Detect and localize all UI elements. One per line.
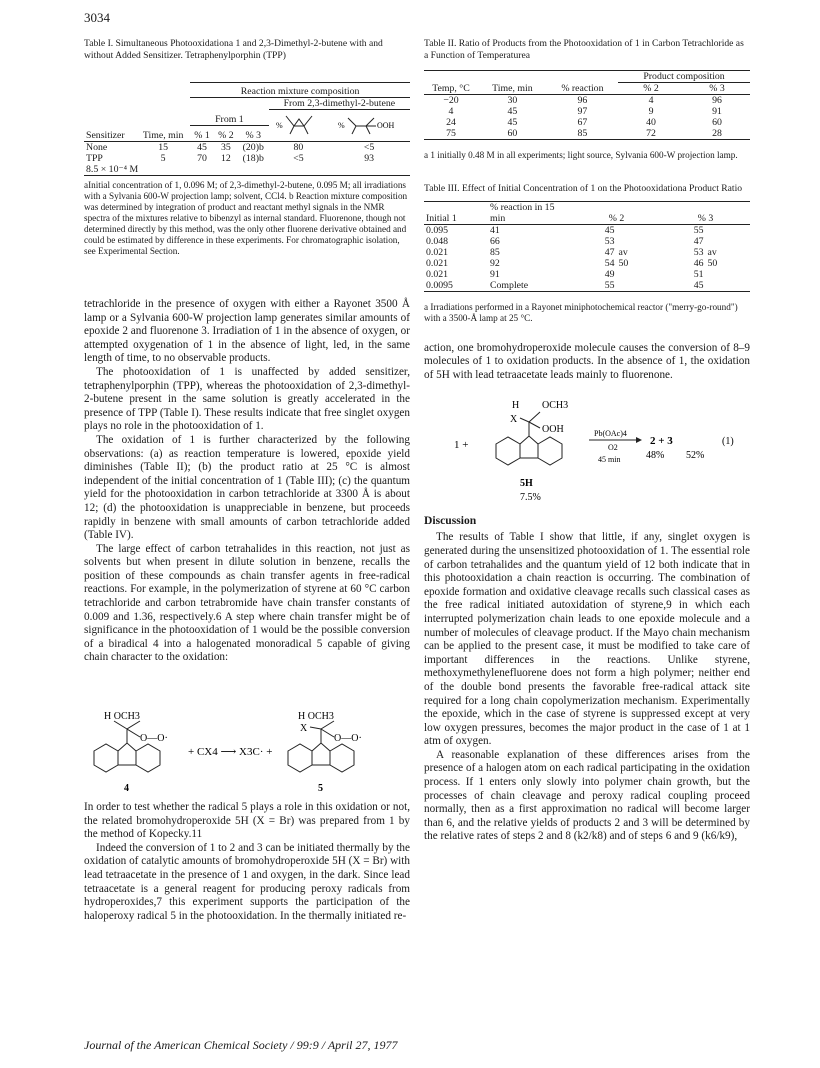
table2-cell: 60 xyxy=(712,117,722,128)
table3-cell: 92 xyxy=(490,257,500,269)
scheme1-left-top: H OCH3 xyxy=(104,711,140,723)
fluorene-structure-5 xyxy=(288,721,354,772)
table3-cell: 41 xyxy=(490,224,500,236)
table3-cell: 55 xyxy=(693,224,704,236)
table3-caption: Table III. Effect of Initial Concentration of 1 on the Photooxidationa Product Ratio xyxy=(424,183,743,194)
scheme2-sub-och3: OCH3 xyxy=(542,400,569,412)
table2-cell: 85 xyxy=(577,128,588,139)
table3-cell: 0.0095 xyxy=(426,279,453,291)
table3-cell: 54 xyxy=(604,257,615,269)
table1-cell: 35 xyxy=(221,142,231,153)
paragraph: A reasonable explanation of these differences arises from the presence of a halogen atom on each radical participating in the oxidation process. If 1 enters only slowly into polymer chain growth, but the processes of chain cleavage and peroxy radical coupling proceed normally, then as a first approximation no radical will become larger than 6, and the relative yields of products 2 and 3 will be determined by the relative rates of steps 2 and 8 (k2/k8) and of steps 6 and 9 (k6/k9), xyxy=(424,748,750,843)
table2-cell: 4 xyxy=(448,106,454,117)
scheme-radical-conversion xyxy=(84,671,410,795)
page-number: 3034 xyxy=(84,10,110,25)
scheme2-yield3: 52% xyxy=(686,450,705,462)
table1-cell: 45 xyxy=(197,142,207,153)
table1-col-pct1: % 1 xyxy=(194,130,210,141)
scheme2-products: 2 + 3 xyxy=(650,435,673,448)
table2-cell: 4 xyxy=(648,95,654,106)
table3-cell: 47 xyxy=(693,235,704,247)
table2-col-temp: Temp, °C xyxy=(432,83,470,94)
fluorene-structure-4 xyxy=(94,721,160,772)
scheme2-reagent-mid: O2 xyxy=(608,443,618,453)
table1-cell: 12 xyxy=(221,153,231,164)
table2-cell: 24 xyxy=(446,117,456,128)
table3-cell xyxy=(617,224,662,236)
table3-cell: 47 xyxy=(604,246,615,258)
table3-col-p3: % 3 xyxy=(697,212,714,224)
table1-col-pct2: % 2 xyxy=(218,130,234,141)
table1-cell: None xyxy=(86,142,108,153)
scheme1-right-top: H OCH3 xyxy=(298,711,334,723)
table2-cell: 60 xyxy=(507,128,518,139)
table3-cell: 85 xyxy=(490,246,500,258)
table3-cell: 51 xyxy=(693,268,704,280)
table2-cell: −20 xyxy=(443,95,459,106)
table2-cell: 72 xyxy=(646,128,656,139)
right-column xyxy=(424,38,750,844)
table1-footnote: aInitial concentration of 1, 0.096 M; of 2,3-dimethyl-2-butene, 0.095 M; all irradiations with a Sylvania 600-W projection lamp; solvent, CCl4. b Reaction mixture composition was determined by integration of product and reactant methyl signals in the NMR spectra of the mixtures relative to bibenzyl as internal standard. Fluorenone, though not determined directly by this method, was the only other fluorene derivative obtained and could be estimated by difference in these experiments. For chromatographic isolation, see Experimental Section. xyxy=(84,180,408,256)
table3-cell: 91 xyxy=(490,268,500,280)
table3-footnote: a Irradiations performed in a Rayonet miniphotochemical reactor ("merry-go-round") with a 3500-Å lamp at 25 °C. xyxy=(424,301,738,323)
svg-text:%: % xyxy=(338,121,345,130)
paragraph: The oxidation of 1 is further characterized by the following observations: (a) as reaction temperature is lowered, epoxide yield diminishes (Table II); (b) the product ratio at 25 °C is almost independent of the initial concentration of 1 (Table III); (c) the quantum yield for the photooxidation in carbon tetrachloride at 3300 Å is about 12; (d) the photooxidation is unappreciable in benzene, but proceeds rapidly in benzene with small amounts of carbon tetrachloride added (Table IV). xyxy=(84,433,410,542)
table2-cell: 91 xyxy=(712,106,722,117)
table1-header-from1: From 1 xyxy=(190,110,269,126)
scheme2-prefix: 1 + xyxy=(454,439,469,452)
table2-cell: 96 xyxy=(577,95,588,106)
paragraph: Indeed the conversion of 1 to 2 and 3 can be initiated thermally by the oxidation of catalytic amounts of bromohydroperoxide 5H (X = Br) with lead tetraacetate in the presence of 1 and oxygen, in the dark. Since lead tetraacetate is a general reagent for producing peroxy radicals from hydroperoxides,7 this experiment supports the participation of the haloperoxy radical 5 in the photooxidation. In the thermally initiated re- xyxy=(84,841,410,922)
compound-label-5: 5 xyxy=(318,783,323,795)
table3-cell: 0.021 xyxy=(426,257,449,269)
table1-cell: (18)b xyxy=(242,153,264,164)
scheme-equation-1 xyxy=(424,388,750,508)
table3-cell xyxy=(617,269,662,280)
table3-cell: 46 xyxy=(693,257,704,269)
table1-col-epox: % xyxy=(276,121,284,130)
table2-cell: 67 xyxy=(577,117,588,128)
table1-caption: Table I. Simultaneous Photooxidationa 1 and 2,3-Dimethyl-2-butene with and without Added Sensitizer. Tetraphenylporphin (TPP) xyxy=(84,38,383,61)
table2-col-reaction: % reaction xyxy=(561,83,604,94)
paragraph: The photooxidation of 1 is unaffected by added sensitizer, tetraphenylporphin (TPP), whereas the photooxidation of 2,3-dimethyl-2-butene present in the same solution is greatly accelerated in the presence of TPP (Table I). These results indicate that free singlet oxygen plays no role in the photooxidation of 1. xyxy=(84,365,410,433)
table3-cell xyxy=(706,280,751,292)
table2-cell: 9 xyxy=(648,106,654,117)
table3-cell xyxy=(617,236,662,247)
epoxide-structure xyxy=(269,110,328,142)
table2-cell: 30 xyxy=(507,95,518,106)
scheme2-sub-ooh: OOH xyxy=(542,424,564,436)
scheme1-right-mid: O—O· xyxy=(334,733,362,745)
scheme2-reagent-bot: 45 min xyxy=(598,455,621,465)
table1-col-pct3: % 3 xyxy=(245,130,262,141)
table2-cell: 40 xyxy=(646,117,656,128)
table2-footnote: a 1 initially 0.48 M in all experiments; light source, Sylvania 600-W projection lamp. xyxy=(424,150,738,160)
table1-cell: <5 xyxy=(363,142,375,153)
table3-cell: 55 xyxy=(604,279,615,291)
table1-header-butene: From 2,3-dimethyl-2-butene xyxy=(269,98,410,110)
table3-cell: Complete xyxy=(490,279,529,291)
table2-cell: 45 xyxy=(507,117,518,128)
table3-cell xyxy=(617,280,662,292)
table2-col-p2: % 2 xyxy=(618,83,684,95)
journal-footer: Journal of the American Chemical Society / 99:9 / April 27, 1977 xyxy=(84,1038,398,1052)
scheme2-sub-x: X xyxy=(510,414,518,426)
reaction-arrowhead xyxy=(636,437,642,443)
table3-cell: 53 xyxy=(604,235,615,247)
table3-col-initial: Initial 1 xyxy=(426,212,457,224)
table3-cell xyxy=(706,236,751,247)
compound-label-4: 4 xyxy=(124,783,129,795)
table1 xyxy=(84,82,410,176)
paragraph: In order to test whether the radical 5 plays a role in this oxidation or not, the related bromohydroperoxide 5H (X = Br) was prepared from 1 by the method of Kopecky.11 xyxy=(84,801,410,841)
table3-cell: 0.048 xyxy=(426,235,449,247)
compound-label-5h: 5H xyxy=(520,478,533,490)
table3-cell: 45 xyxy=(604,224,615,236)
table1-col-time: Time, min xyxy=(142,130,184,141)
paragraph: The large effect of carbon tetrahalides in this reaction, not just as solvents but when present in dilute solution in benzene, recalls the position of these compounds as chain transfer agents in free-radical reactions. For example, in the polymerization of styrene at 60 °C carbon tetrachloride and carbon tetrabromide have chain transfer constants of 0.009 and 1.36, respectively.6 A step where chain transfer might be of significance in the photooxidation of 1 would be the possible conversion of a biradical 4 into a halogenated monoradical 5 capable of giving chain character to the oxidation: xyxy=(84,542,410,664)
paragraph: tetrachloride in the presence of oxygen with either a Rayonet 3500 Å lamp or a Sylvania 600-W projection lamp generates similar amounts of epoxide 2 and fluorenone 3. Irradiation of 1 in the absence of oxygen, or attempted oxygenation of 1 in the absence of light, led, in the same length of time, to no observable products. xyxy=(84,298,410,365)
hydroperoxide-structure xyxy=(328,110,410,142)
table2-cell: 97 xyxy=(577,106,588,117)
table2-cell: 96 xyxy=(712,95,722,106)
section-heading-discussion: Discussion xyxy=(424,514,477,528)
table3-cell: av xyxy=(707,246,717,258)
table1-cell: 15 xyxy=(158,142,169,153)
table2-cell: 45 xyxy=(507,106,518,117)
table1-col-ooh: OOH xyxy=(377,121,395,130)
table3-col-p2: % 2 xyxy=(608,212,625,224)
left-column xyxy=(84,38,410,923)
table1-cell: 5 xyxy=(160,153,166,164)
table3-col-reaction: % reaction in 15 min xyxy=(490,201,555,224)
table3-cell xyxy=(706,224,751,236)
table1-cell: 70 xyxy=(197,153,207,164)
table2 xyxy=(424,70,750,140)
fluorene-structure-5h xyxy=(496,412,562,465)
table3 xyxy=(424,201,750,292)
table3-cell: 49 xyxy=(604,268,615,280)
compound-label-5h-pct: 7.5% xyxy=(520,492,541,504)
table1-cell: TPP xyxy=(86,153,103,164)
scheme2-sub-h: H xyxy=(512,400,520,412)
table3-cell: 0.021 xyxy=(426,246,449,258)
table1-cell: 93 xyxy=(364,153,374,164)
table3-cell: 0.021 xyxy=(426,268,449,280)
equation-number: (1) xyxy=(722,436,734,448)
table2-cell: 28 xyxy=(712,128,722,139)
table3-cell: av xyxy=(618,246,628,258)
scheme2-yield2: 48% xyxy=(646,450,665,462)
table2-col-time: Time, min xyxy=(492,83,533,94)
table3-cell xyxy=(706,269,751,280)
paragraph: action, one bromohydroperoxide molecule causes the conversion of 8–9 molecules of 1 to oxidation products. In the absence of 1, the oxidation of 5H with lead tetraacetate leads mainly to fluorenone. xyxy=(424,341,750,381)
table1-cell: 8.5 × 10⁻⁴ M xyxy=(86,164,139,175)
scheme2-reagent-top: Pb(OAc)4 xyxy=(594,429,627,439)
table3-cell: 45 xyxy=(693,279,704,291)
scheme1-left-mid: O—O· xyxy=(140,733,168,745)
paragraph: The results of Table I show that little, if any, singlet oxygen is generated during the unsensitized photooxidation of 1. The essential role of carbon tetrahalides and the quantum yield of 12 both indicate that in this photooxidation a chain reaction is occurring. The combination of epoxide formation and oxidative cleavage recalls such classical cases as the free radical initiated autoxidation of styrene,9 in which each interrupted polymerization chain leads to one epoxide molecule and a number of molecules of cleavage product. If the Mayo chain mechanism can be applied to the present case, it must be modified to take care of important differences in the reactions. Unlike styrene, methoxymethylenefluorene does not form a high polymer; neither end of the double bond presents the favorable free-radical attack site required for a long chain copolymerization mechanism. Experimentally the epoxide, which in the case of styrene is suppressed except at very low oxygen pressures, becomes the major product in the case of 1 at 1 atm of oxygen. xyxy=(424,531,750,748)
scheme1-right-x: X xyxy=(300,723,308,735)
table1-cell: (20)b xyxy=(242,142,264,153)
table2-cell: 75 xyxy=(446,128,456,139)
table2-col-p3: % 3 xyxy=(684,83,750,95)
table1-cell: 80 xyxy=(293,142,304,153)
table2-col-group: Product composition xyxy=(643,71,725,82)
table3-cell: 50 xyxy=(618,257,629,269)
scheme1-reagent: + CX4 ⟶ X3C· + xyxy=(188,746,273,759)
table1-cell: <5 xyxy=(293,153,304,164)
table2-caption: Table II. Ratio of Products from the Photooxidation of 1 in Carbon Tetrachloride as a Function of Temperaturea xyxy=(424,38,744,61)
table1-col-sensitizer: Sensitizer xyxy=(86,130,125,141)
table1-header-group: Reaction mixture composition xyxy=(190,83,410,98)
table3-cell: 0.095 xyxy=(426,224,449,236)
table3-cell: 53 xyxy=(693,246,704,258)
table3-cell: 50 xyxy=(707,257,718,269)
table3-cell: 66 xyxy=(490,235,500,247)
